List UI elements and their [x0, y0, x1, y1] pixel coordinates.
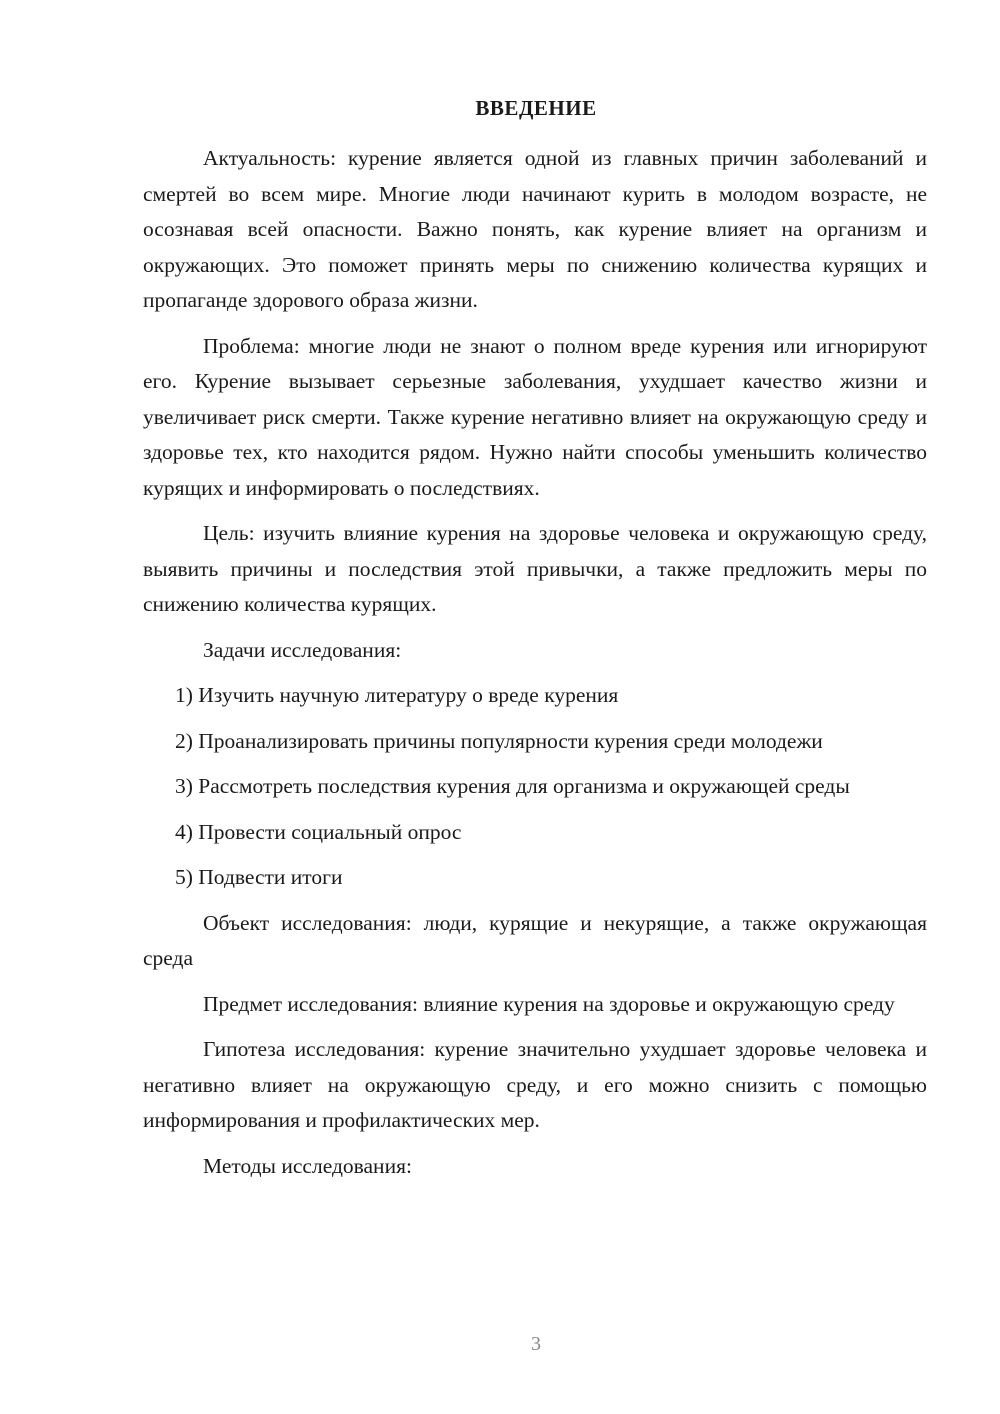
paragraph-object: Объект исследования: люди, курящие и некурящие, а также окружающая среда — [143, 910, 927, 970]
paragraph-problem: Проблема: многие люди не знают о полном вреде курения или игнорируют его. Курение вызывает серьезные заболевания, ухудшает качество жизни и увеличивает риск смерти. Также курение негативно влияет на окружающую среду и здоровье тех, кто находится рядом. Нужно найти способы уменьшить количество курящих и информировать о последствиях. — [143, 333, 927, 500]
paragraph-relevance: Актуальность: курение является одной из главных причин заболеваний и смертей во всем мире. Многие люди начинают курить в молодом возрасте, не осознавая всей опасности. Важно понять, как курение влияет на организм и окружающих. Это поможет принять меры по снижению количества курящих и пропаганде здорового образа жизни. — [143, 146, 927, 312]
paragraph-goal: Цель: изучить влияние курения на здоровье человека и окружающую среду, выявить причины и последствия этой привычки, а также предложить меры по снижению количества курящих. — [143, 521, 927, 616]
document-body — [143, 141, 927, 1184]
page-title: ВВЕДЕНИЕ — [475, 96, 597, 120]
paragraph-methods: Методы исследования: — [203, 1153, 412, 1178]
paragraph-subject: Предмет исследования: влияние курения на здоровье и окружающую среду — [203, 991, 895, 1016]
task-item-2: 2) Проанализировать причины популярности курения среди молодежи — [175, 728, 823, 753]
page-number: 3 — [531, 1333, 541, 1355]
task-item-4: 4) Провести социальный опрос — [175, 819, 462, 844]
paragraph-hypothesis: Гипотеза исследования: курение значительно ухудшает здоровье человека и негативно влияет на окружающую среду, и его можно снизить с помощью информирования и профилактических мер. — [143, 1037, 927, 1132]
task-item-5: 5) Подвести итоги — [175, 865, 343, 889]
paragraph-tasks-intro: Задачи исследования: — [203, 637, 402, 662]
task-item-3: 3) Рассмотреть последствия курения для организма и окружающей среды — [175, 774, 850, 798]
task-item-1: 1) Изучить научную литературу о вреде курения — [175, 683, 619, 707]
